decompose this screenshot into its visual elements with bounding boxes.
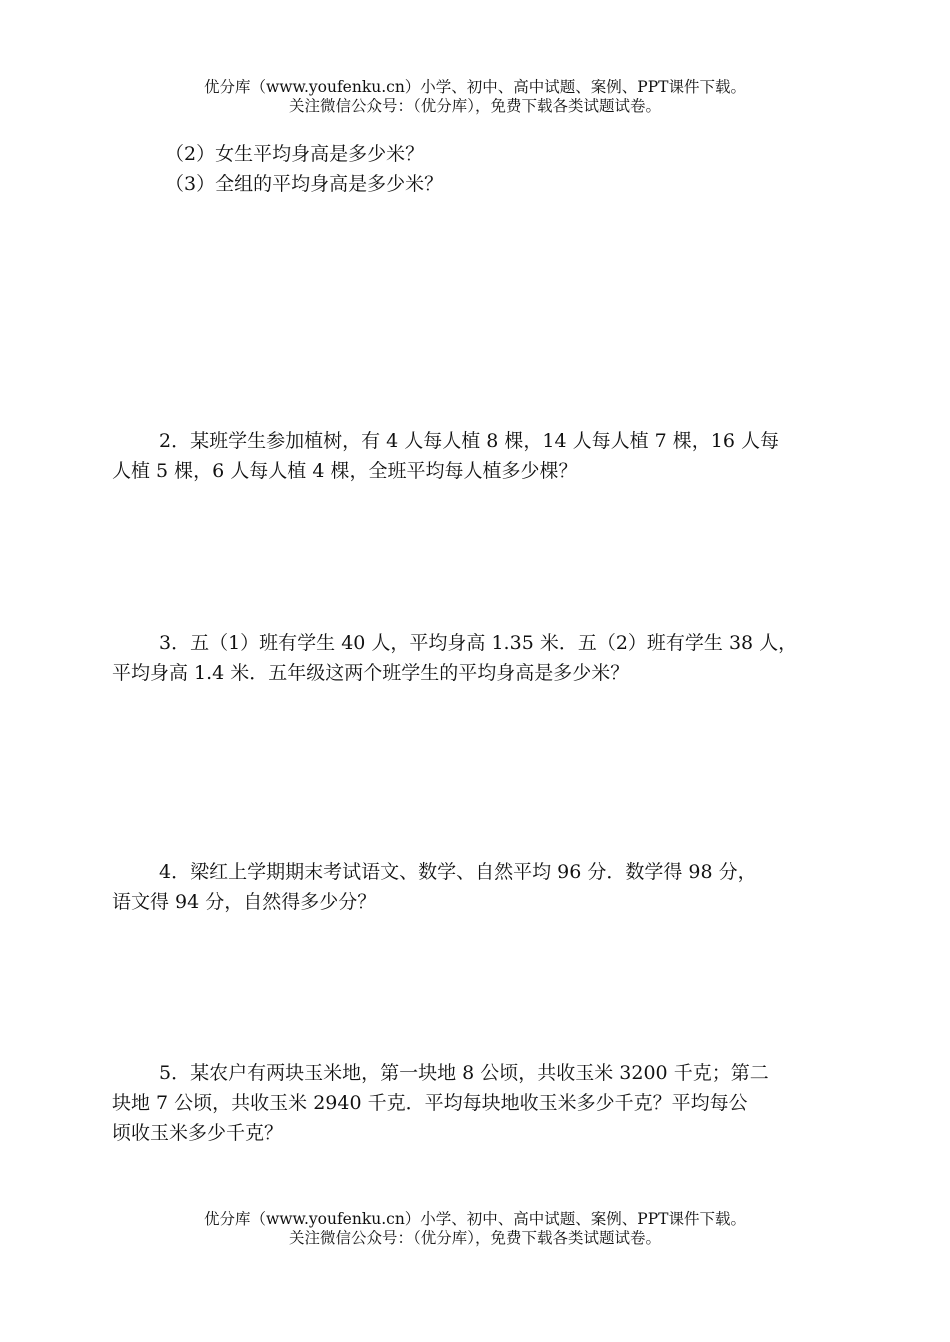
sub-question-3: （3）全组的平均身高是多少米？ [165,173,444,195]
footer-line-2: 关注微信公众号：（优分库），免费下载各类试题试卷。 [288,1229,661,1247]
footer-line-1: 优分库（www.youfenku.cn）小学、初中、高中试题、案例、PPT课件下载。 [203,1210,747,1228]
problem-5-line-2: 块地 7 公顷，共收玉米 2940 千克．平均每块地收玉米多少千克？平均每公 [112,1092,748,1114]
header-line-1: 优分库（www.youfenku.cn）小学、初中、高中试题、案例、PPT课件下载。 [203,78,747,96]
problem-3 [112,628,847,688]
sub-question-2: （2）女生平均身高是多少米？ [165,143,425,165]
problem-2 [112,426,847,486]
page-header [0,78,950,116]
problem-2-line-1: 2．某班学生参加植树，有 4 人每人植 8 棵，14 人每人植 7 棵，16 人每 [159,430,780,452]
problem-2-line-2: 人植 5 棵，6 人每人植 4 棵，全班平均每人植多少棵？ [112,460,578,482]
problem-4-line-2: 语文得 94 分，自然得多少分？ [112,891,377,913]
problem-5 [112,1058,847,1148]
header-line-2: 关注微信公众号：（优分库），免费下载各类试题试卷。 [288,97,661,115]
page-footer [0,1210,950,1248]
problem-5-line-3: 顷收玉米多少千克？ [112,1122,284,1144]
problem-3-line-1: 3．五（1）班有学生 40 人，平均身高 1.35 米．五（2）班有学生 38 人， [159,632,798,654]
problem-3-line-2: 平均身高 1.4 米．五年级这两个班学生的平均身高是多少米？ [112,662,630,684]
problem-4 [112,857,847,917]
problem-4-line-1: 4．梁红上学期期末考试语文、数学、自然平均 96 分．数学得 98 分， [159,861,757,883]
problem-5-line-1: 5．某农户有两块玉米地，第一块地 8 公顷，共收玉米 3200 千克；第二 [159,1062,769,1084]
